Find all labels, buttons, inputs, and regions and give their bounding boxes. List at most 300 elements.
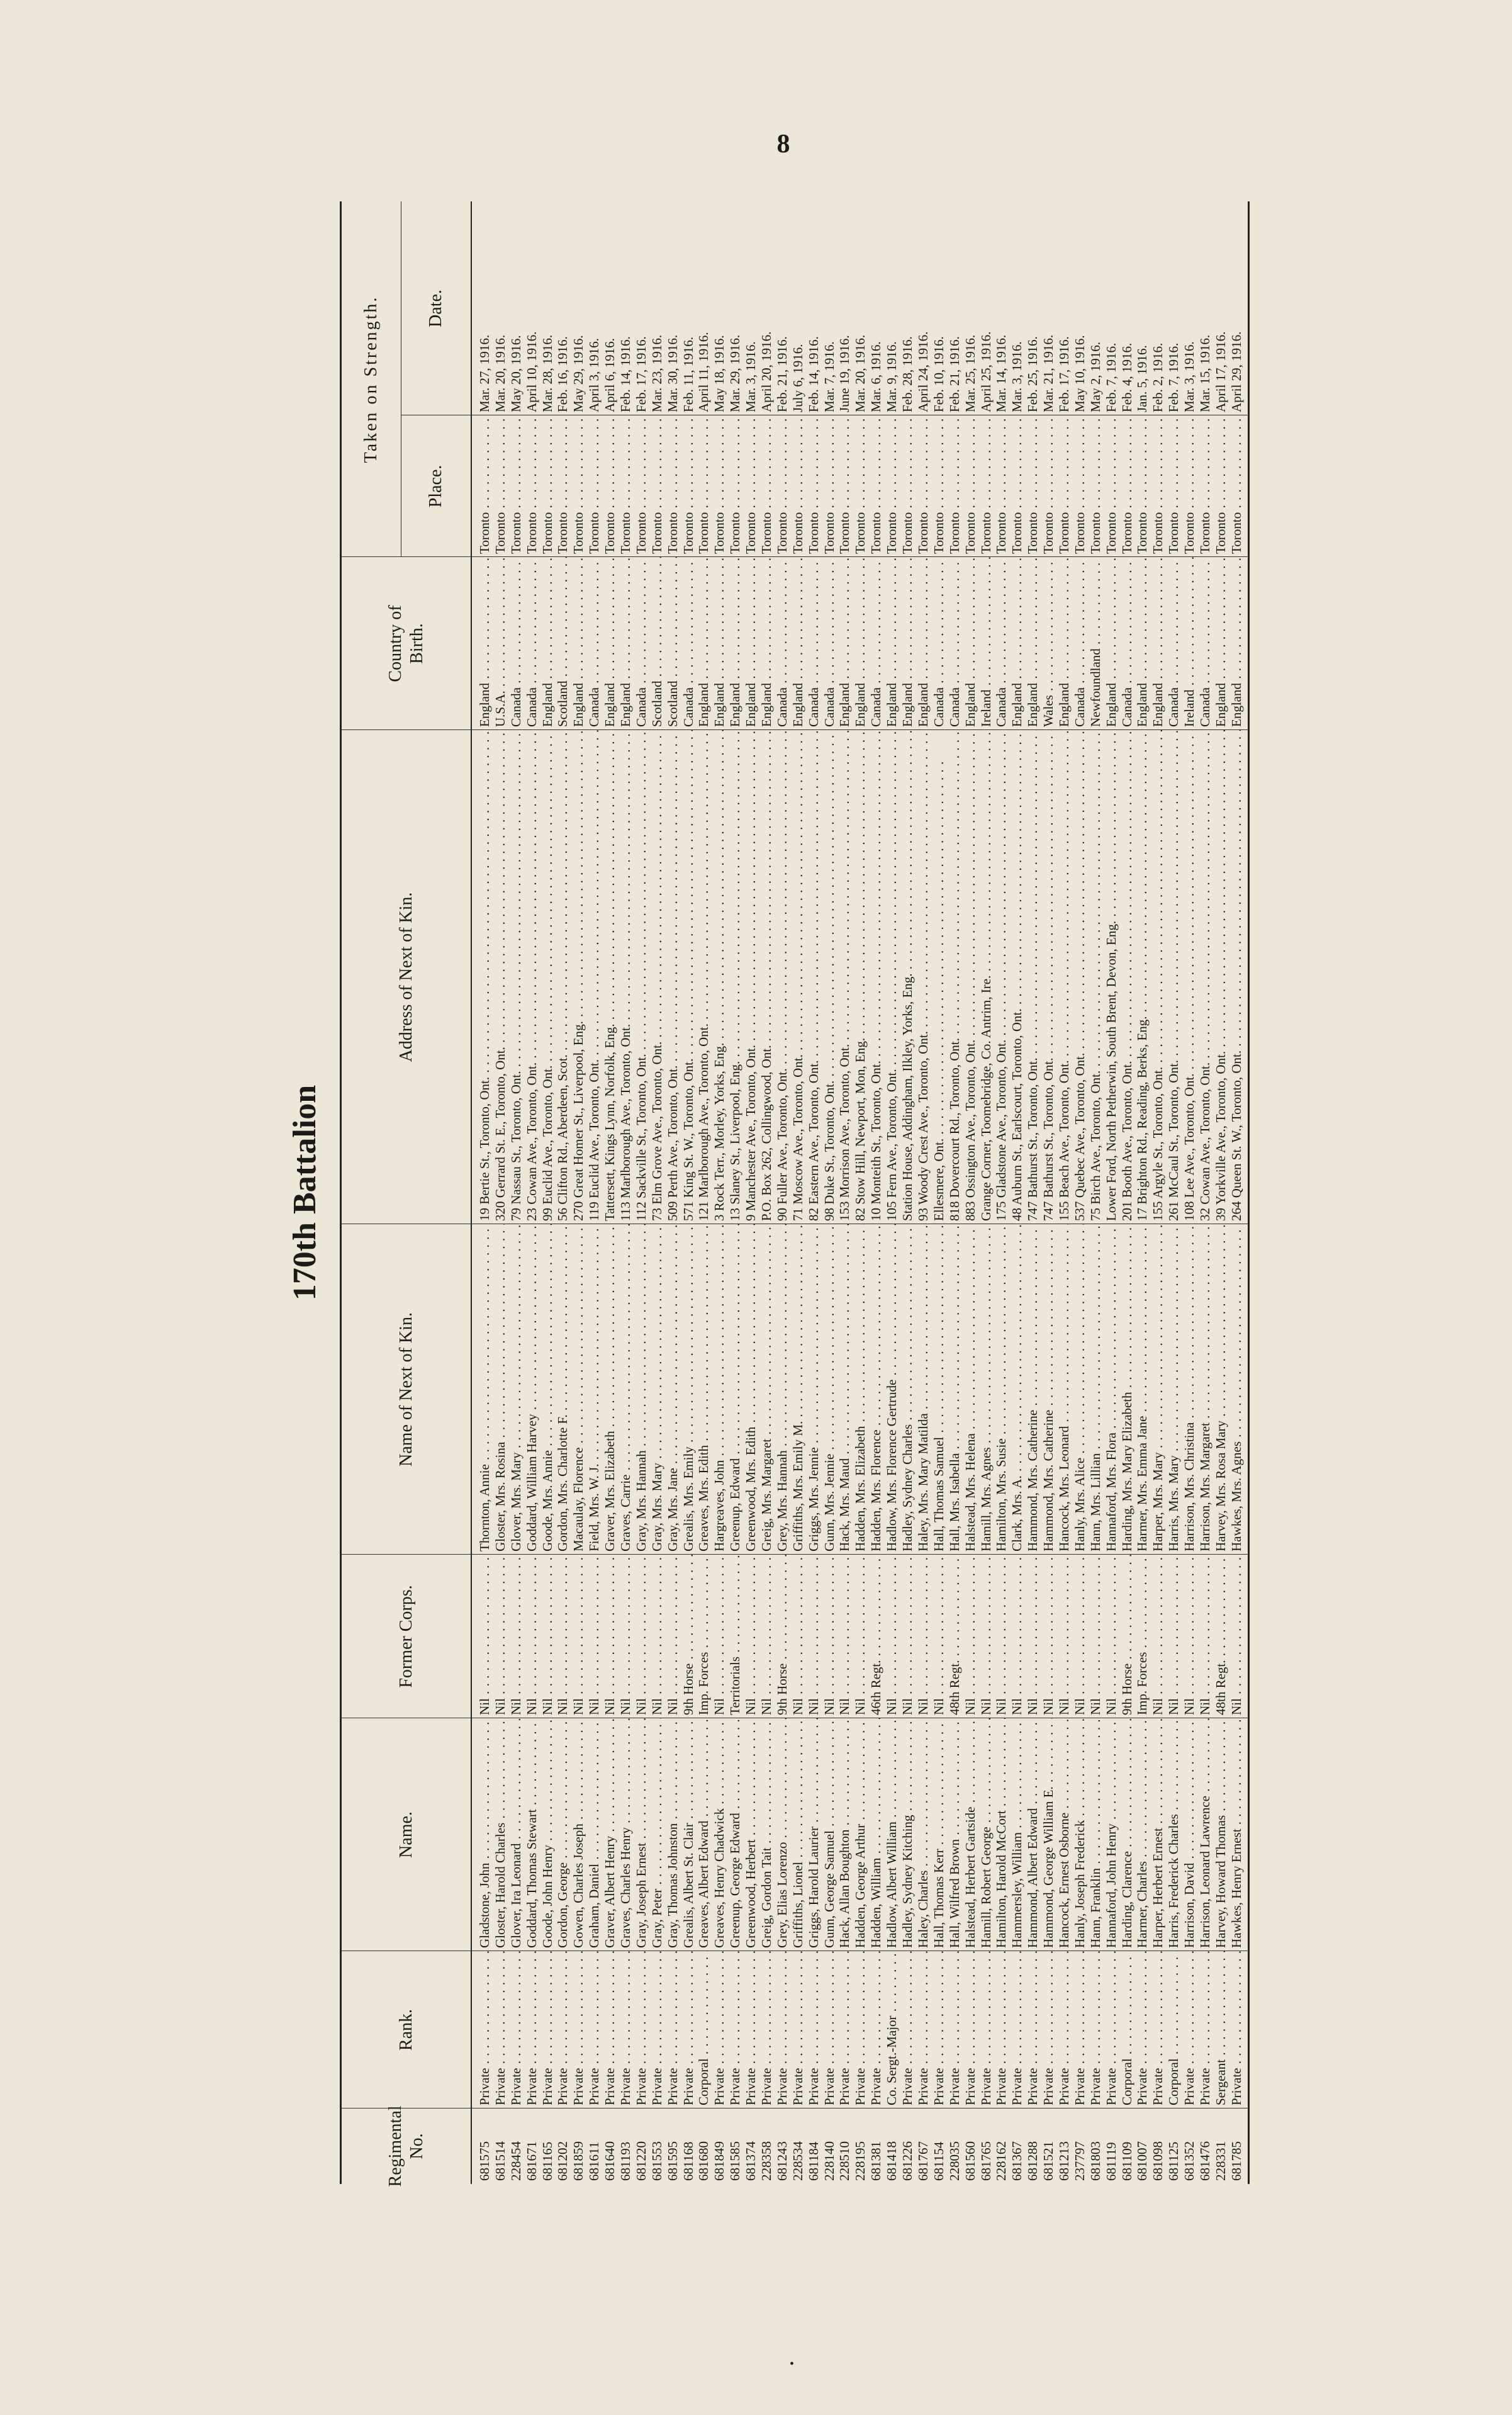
cell-name: Greenup, George Edward . . . (727, 1718, 743, 1951)
cell-next-of-kin: Greig, Mrs. Margaret . . . (759, 1224, 775, 1555)
table-row (681, 201, 697, 2184)
cell-former-corps: Nil . . . (1088, 1555, 1104, 1718)
cell-regimental-no: 681859 (571, 2141, 586, 2181)
cell-country: Scotland . . . (555, 557, 571, 730)
cell-name: Hammond, George William E. . . . (1041, 1718, 1056, 1951)
table-row (1119, 201, 1135, 2184)
cell-name: Gray, Joseph Ernest . . . (634, 1718, 649, 1951)
cell-place: Toronto . . . (790, 415, 806, 557)
cell-rank: Co. Sergt.-Major . . . (884, 1951, 900, 2108)
table-row (1025, 201, 1041, 2184)
cell-regimental-no: 228358 (759, 2141, 775, 2181)
cell-regimental-no: 681202 (555, 2141, 571, 2181)
cell-next-of-kin: Harrison, Mrs. Margaret . . . (1197, 1224, 1213, 1555)
cell-address: 48 Auburn St., Earlscourt, Toronto, Ont. . . . (1009, 730, 1025, 1224)
cell-country: Canada . . . (634, 557, 649, 730)
cell-address: 32 Cowan Ave., Toronto, Ont. . . . (1197, 730, 1213, 1224)
cell-name: Hadlow, Albert William . . . (884, 1718, 900, 1951)
cell-address: 155 Argyle St., Toronto, Ont. . . . (1150, 730, 1166, 1224)
col-place: Place. (426, 464, 446, 508)
cell-next-of-kin: Hancock, Mrs. Leonard . . . (1056, 1224, 1072, 1555)
cell-regimental-no: 681226 (900, 2141, 916, 2181)
cell-former-corps: 9th Horse . . . (1119, 1555, 1135, 1718)
cell-country: Scotland . . . (649, 557, 665, 730)
table-row (649, 201, 665, 2184)
cell-address: 509 Perth Ave., Toronto, Ont. . . . (665, 730, 681, 1224)
cell-former-corps: Nil . . . (837, 1555, 853, 1718)
cell-regimental-no: 681476 (1197, 2141, 1212, 2181)
cell-date: Feb. 16, 1916. (555, 336, 571, 412)
cell-next-of-kin: Gunn, Mrs. Jennie . . . (822, 1224, 837, 1555)
cell-date: Feb. 21, 1916. (946, 336, 962, 412)
cell-regimental-no: 228162 (994, 2141, 1009, 2181)
cell-address: 82 Eastern Ave., Toronto, Ont. . . . (806, 730, 822, 1224)
cell-name: Hammond, Albert Edward . . . (1025, 1718, 1041, 1951)
cell-name: Hannaford, John Henry . . . (1104, 1718, 1119, 1951)
cell-regimental-no: 228035 (946, 2141, 962, 2181)
cell-former-corps: Nil . . . (649, 1555, 665, 1718)
cell-country: Ireland . . . (978, 557, 994, 730)
cell-country: England . . . (790, 557, 806, 730)
cell-name: Greaves, Albert Edward . . . (696, 1718, 712, 1951)
cell-date: June 19, 1916. (837, 335, 853, 412)
cell-rank: Private . . . (947, 1951, 963, 2108)
cell-rank: Private . . . (727, 1951, 743, 2108)
cell-regimental-no: 681765 (978, 2141, 994, 2181)
cell-regimental-no: 681680 (696, 2141, 712, 2181)
cell-rank: Private . . . (681, 1951, 697, 2108)
cell-former-corps: Nil . . . (1182, 1555, 1197, 1718)
table-row (1134, 201, 1150, 2184)
cell-former-corps: Nil . . . (759, 1555, 775, 1718)
cell-address: 270 Great Homer St., Liverpool, Eng. . . . (571, 730, 586, 1224)
cell-place: Toronto . . . (1025, 415, 1041, 557)
cell-name: Graves, Charles Henry . . . (618, 1718, 634, 1951)
cell-place: Toronto . . . (555, 415, 571, 557)
cell-name: Glover, Ira Leonard . . . (508, 1718, 524, 1951)
cell-rank: Private . . . (1182, 1951, 1197, 2108)
cell-rank: Private . . . (712, 1951, 727, 2108)
cell-next-of-kin: Greenwood, Mrs. Edith . . . (743, 1224, 759, 1555)
col-regimental-no: Regimental No. (385, 2105, 427, 2187)
cell-date: Feb. 14, 1916. (805, 336, 821, 412)
cell-next-of-kin: Hadley, Sydney Charles . . . (900, 1224, 916, 1555)
cell-former-corps: Nil . . . (790, 1555, 806, 1718)
cell-name: Harrison, David . . . (1182, 1718, 1197, 1951)
cell-date: Feb. 4, 1916. (1119, 342, 1134, 412)
table-row (1182, 201, 1197, 2184)
cell-name: Harvey, Howard Thomas . . . (1213, 1718, 1229, 1951)
cell-address: 747 Bathurst St., Toronto, Ont. . . . (1041, 730, 1056, 1224)
cell-regimental-no: 237797 (1072, 2141, 1087, 2181)
cell-place: Toronto . . . (1134, 415, 1150, 557)
cell-address: 264 Queen St. W., Toronto, Ont. . . . (1229, 730, 1245, 1224)
cell-name: Gladstone, John . . . (477, 1718, 493, 1951)
cell-regimental-no: 681803 (1087, 2141, 1103, 2181)
cell-former-corps: Imp. Forces . . . (696, 1555, 712, 1718)
cell-date: Mar. 3, 1916. (1009, 341, 1025, 412)
cell-country: England . . . (916, 557, 931, 730)
cell-regimental-no: 681098 (1150, 2141, 1166, 2181)
cell-place: Toronto . . . (947, 415, 963, 557)
cell-former-corps: Nil . . . (1056, 1555, 1072, 1718)
cell-name: Greig, Gordon Tait . . . (759, 1718, 775, 1951)
table-row (540, 201, 556, 2184)
table-row (571, 201, 586, 2184)
cell-regimental-no: 681785 (1228, 2141, 1244, 2181)
cell-rank: Private . . . (1041, 1951, 1056, 2108)
cell-place: Toronto . . . (1213, 415, 1229, 557)
cell-place: Toronto . . . (822, 415, 837, 557)
table-row (712, 201, 727, 2184)
cell-rank: Private . . . (994, 1951, 1009, 2108)
table-row (1041, 201, 1056, 2184)
table-row (1072, 201, 1088, 2184)
cell-name: Gray, Peter . . . (649, 1718, 665, 1951)
cell-rank: Private . . . (916, 1951, 931, 2108)
cell-place: Toronto . . . (634, 415, 649, 557)
cell-date: May 18, 1916. (712, 335, 727, 412)
cell-place: Toronto . . . (837, 415, 853, 557)
cell-country: Canada . . . (868, 557, 884, 730)
cell-regimental-no: 681381 (868, 2141, 884, 2181)
cell-country: England . . . (1213, 557, 1229, 730)
cell-next-of-kin: Griffiths, Mrs. Emily M. . . . (790, 1224, 806, 1555)
table-row (1166, 201, 1182, 2184)
cell-date: April 6, 1916. (602, 338, 618, 412)
cell-country: England . . . (1150, 557, 1166, 730)
cell-regimental-no: 681213 (1056, 2141, 1072, 2181)
table-row (947, 201, 963, 2184)
cell-address: 108 Lee Ave., Toronto, Ont. . . . (1182, 730, 1197, 1224)
cell-rank: Private . . . (571, 1951, 586, 2108)
cell-rank: Private . . . (1009, 1951, 1025, 2108)
cell-next-of-kin: Greaves, Mrs. Edith . . . (696, 1224, 712, 1555)
cell-rank: Private . . . (1150, 1951, 1166, 2108)
cell-name: Hancock, Ernest Osborne . . . (1056, 1718, 1072, 1951)
table-row (1104, 201, 1119, 2184)
table-row (586, 201, 602, 2184)
cell-country: England . . . (837, 557, 853, 730)
cell-rank: Private . . . (586, 1951, 602, 2108)
cell-former-corps: Nil . . . (1072, 1555, 1088, 1718)
cell-date: Feb. 14, 1916. (618, 336, 634, 412)
col-country: Country of Birth. (385, 605, 427, 682)
cell-date: April 24, 1916. (915, 331, 931, 412)
cell-regimental-no: 681168 (680, 2141, 696, 2181)
cell-date: Mar. 30, 1916. (664, 334, 680, 412)
cell-address: 99 Euclid Ave., Toronto, Ont. . . . (540, 730, 556, 1224)
cell-address: 121 Marlborough Ave., Toronto, Ont. . . . (696, 730, 712, 1224)
cell-country: Ireland . . . (1182, 557, 1197, 730)
cell-next-of-kin: Hannaford, Mrs. Flora . . . (1104, 1224, 1119, 1555)
cell-regimental-no: 681521 (1041, 2141, 1056, 2181)
cell-country: Canada . . . (508, 557, 524, 730)
cell-date: April 11, 1916. (696, 332, 712, 412)
cell-rank: Private . . . (665, 1951, 681, 2108)
cell-former-corps: 48th Regt. . . . (947, 1555, 963, 1718)
col-taken-on-strength: Taken on Strength. (342, 201, 401, 557)
cell-former-corps: Nil . . . (602, 1555, 618, 1718)
cell-address: 39 Yorkville Ave., Toronto, Ont. . . . (1213, 730, 1229, 1224)
cell-address: 155 Beach Ave., Toronto, Ont. . . . (1056, 730, 1072, 1224)
cell-regimental-no: 681514 (492, 2141, 508, 2181)
cell-former-corps: Nil . . . (665, 1555, 681, 1718)
cell-former-corps: Nil . . . (1104, 1555, 1119, 1718)
cell-rank: Private . . . (555, 1951, 571, 2108)
cell-name: Gordon, George . . . (555, 1718, 571, 1951)
table-row (806, 201, 822, 2184)
rotated-table-area (280, 201, 1350, 2187)
cell-name: Gray, Thomas Johnston . . . (665, 1718, 681, 1951)
cell-regimental-no: 681553 (649, 2141, 664, 2181)
roll-table (340, 201, 1250, 2187)
cell-name: Gloster, Harold Charles . . . (493, 1718, 508, 1951)
cell-place: Toronto . . . (994, 415, 1009, 557)
cell-rank: Private . . . (1025, 1951, 1041, 2108)
cell-place: Toronto . . . (665, 415, 681, 557)
cell-address: 10 Monteith St., Toronto, Ont. . . . (868, 730, 884, 1224)
cell-country: England . . . (1104, 557, 1119, 730)
cell-date: Mar. 14, 1916. (994, 334, 1009, 412)
cell-regimental-no: 228331 (1212, 2141, 1228, 2181)
cell-place: Toronto . . . (1088, 415, 1104, 557)
cell-former-corps: Nil . . . (618, 1555, 634, 1718)
cell-rank: Private . . . (1104, 1951, 1119, 2108)
cell-country: England . . . (1025, 557, 1041, 730)
cell-next-of-kin: Grey, Mrs. Hannah . . . (775, 1224, 790, 1555)
cell-date: Mar. 25, 1916. (962, 334, 978, 412)
table-row (1009, 201, 1025, 2184)
cell-former-corps: 48th Regt. . . . (1213, 1555, 1229, 1718)
cell-name: Haley, Charles . . . (916, 1718, 931, 1951)
cell-country: England . . . (759, 557, 775, 730)
table-row (743, 201, 759, 2184)
cell-next-of-kin: Halstead, Mrs. Helena . . . (963, 1224, 978, 1555)
cell-next-of-kin: Gray, Mrs. Jane . . . (665, 1224, 681, 1555)
cell-regimental-no: 681165 (539, 2141, 555, 2181)
cell-place: Toronto . . . (806, 415, 822, 557)
cell-rank: Private . . . (602, 1951, 618, 2108)
cell-name: Graver, Albert Henry . . . (602, 1718, 618, 1951)
cell-name: Griggs, Harold Laurier . . . (806, 1718, 822, 1951)
cell-place: Toronto . . . (712, 415, 727, 557)
cell-date: Mar. 3, 1916. (1182, 341, 1197, 412)
cell-country: England . . . (963, 557, 978, 730)
cell-rank: Private . . . (900, 1951, 916, 2108)
cell-date: Feb. 21, 1916. (774, 336, 790, 412)
table-row (853, 201, 868, 2184)
table-row (493, 201, 508, 2184)
cell-country: Wales . . . (1041, 557, 1056, 730)
cell-country: Canada . . . (931, 557, 947, 730)
table-row (727, 201, 743, 2184)
cell-next-of-kin: Goddard, William Harvey . . . (524, 1224, 540, 1555)
cell-address: 13 Slaney St., Liverpool, Eng. . . . (727, 730, 743, 1224)
cell-former-corps: Nil . . . (900, 1555, 916, 1718)
cell-former-corps: Nil . . . (743, 1555, 759, 1718)
cell-name: Hadden, George Arthur . . . (853, 1718, 868, 1951)
cell-next-of-kin: Field, Mrs. W. J. . . . (586, 1224, 602, 1555)
cell-regimental-no: 681575 (477, 2141, 492, 2181)
cell-former-corps: Nil . . . (1041, 1555, 1056, 1718)
cell-next-of-kin: Harvey, Mrs. Rosa Mary . . . (1213, 1224, 1229, 1555)
cell-rank: Private . . . (978, 1951, 994, 2108)
cell-address: 105 Fern Ave., Toronto, Ont. . . . (884, 730, 900, 1224)
cell-address: 98 Duke St., Toronto, Ont. . . . (822, 730, 837, 1224)
cell-place: Toronto . . . (477, 415, 493, 557)
cell-former-corps: Nil . . . (1009, 1555, 1025, 1718)
cell-country: England . . . (900, 557, 916, 730)
cell-place: Toronto . . . (571, 415, 586, 557)
table-row (822, 201, 837, 2184)
table-row (963, 201, 978, 2184)
cell-date: April 25, 1916. (978, 331, 994, 412)
cell-rank: Private . . . (806, 1951, 822, 2108)
cell-rank: Private . . . (508, 1951, 524, 2108)
cell-date: Feb. 25, 1916. (1025, 336, 1041, 412)
cell-regimental-no: 681767 (915, 2141, 931, 2181)
cell-address: 747 Bathurst St., Toronto, Ont. . . . (1025, 730, 1041, 1224)
cell-regimental-no: 681640 (602, 2141, 618, 2181)
cell-address: 119 Euclid Ave., Toronto, Ont. . . . (586, 730, 602, 1224)
cell-rank: Sergeant . . . (1213, 1951, 1229, 2108)
cell-date: April 20, 1916. (759, 331, 775, 412)
cell-next-of-kin: Hall, Thomas Samuel . . . (931, 1224, 947, 1555)
table-row (1197, 201, 1213, 2184)
cell-regimental-no: 681154 (931, 2141, 946, 2181)
cell-rank: Private . . . (853, 1951, 868, 2108)
table-row (759, 201, 775, 2184)
cell-date: Mar. 15, 1916. (1197, 334, 1212, 412)
cell-country: Canada . . . (1119, 557, 1135, 730)
cell-date: Mar. 29, 1916. (727, 334, 743, 412)
cell-date: Mar. 27, 1916. (477, 334, 492, 412)
cell-former-corps: 9th Horse . . . (775, 1555, 790, 1718)
cell-date: Feb. 2, 1916. (1150, 342, 1166, 412)
cell-date: Mar. 23, 1916. (649, 334, 664, 412)
table-row (884, 201, 900, 2184)
cell-name: Hack, Allan Boughton . . . (837, 1718, 853, 1951)
cell-former-corps: Imp. Forces . . . (1134, 1555, 1150, 1718)
cell-address: 93 Woody Crest Ave., Toronto, Ont. . . . (916, 730, 931, 1224)
cell-former-corps: Nil . . . (822, 1555, 837, 1718)
cell-address: 818 Dovercourt Rd., Toronto, Ont. . . . (947, 730, 963, 1224)
battalion-heading: 170th Battalion (287, 1084, 323, 1301)
cell-country: Canada . . . (681, 557, 697, 730)
cell-place: Toronto . . . (931, 415, 947, 557)
page-number: 8 (776, 130, 790, 159)
table-row (665, 201, 681, 2184)
cell-place: Toronto . . . (727, 415, 743, 557)
cell-name: Harmer, Charles . . . (1134, 1718, 1150, 1951)
cell-former-corps: Nil . . . (508, 1555, 524, 1718)
cell-former-corps: Nil . . . (806, 1555, 822, 1718)
cell-address: 320 Gerrard St. E., Toronto, Ont. . . . (493, 730, 508, 1224)
table-row (555, 201, 571, 2184)
table-row (1213, 201, 1229, 2184)
cell-former-corps: Territorials . . . (727, 1555, 743, 1718)
cell-place: Toronto . . . (618, 415, 634, 557)
col-former-corps: Former Corps. (396, 1585, 416, 1688)
cell-next-of-kin: Hammond, Mrs. Catherine . . . (1041, 1224, 1056, 1555)
cell-place: Toronto . . . (1072, 415, 1088, 557)
table-row (1229, 201, 1245, 2184)
cell-place: Toronto . . . (524, 415, 540, 557)
cell-name: Hanly, Joseph Frederick . . . (1072, 1718, 1088, 1951)
cell-country: England . . . (1229, 557, 1245, 730)
cell-regimental-no: 681418 (884, 2141, 900, 2181)
cell-name: Greenwood, Herbert . . . (743, 1718, 759, 1951)
cell-next-of-kin: Graves, Carrie . . . (618, 1224, 634, 1555)
cell-place: Toronto . . . (1182, 415, 1197, 557)
cell-regimental-no: 681585 (727, 2141, 743, 2181)
cell-regimental-no: 681109 (1119, 2141, 1134, 2181)
cell-next-of-kin: Gloster, Mrs. Rosina . . . (493, 1224, 508, 1555)
cell-place: Toronto . . . (868, 415, 884, 557)
cell-rank: Corporal . . . (1166, 1951, 1182, 2108)
cell-next-of-kin: Hamill, Mrs. Agnes . . . (978, 1224, 994, 1555)
cell-date: May 20, 1916. (508, 335, 524, 412)
cell-next-of-kin: Hanly, Mrs. Alice . . . (1072, 1224, 1088, 1555)
cell-country: Canada . . . (524, 557, 540, 730)
cell-country: England . . . (727, 557, 743, 730)
cell-place: Toronto . . . (743, 415, 759, 557)
cell-name: Harding, Clarence . . . (1119, 1718, 1135, 1951)
cell-former-corps: Nil . . . (994, 1555, 1009, 1718)
cell-next-of-kin: Griggs, Mrs. Jennie . . . (806, 1224, 822, 1555)
cell-place: Toronto . . . (540, 415, 556, 557)
cell-place: Toronto . . . (759, 415, 775, 557)
cell-rank: Private . . . (822, 1951, 837, 2108)
cell-rank: Corporal . . . (1119, 1951, 1135, 2108)
cell-regimental-no: 681671 (524, 2141, 539, 2181)
cell-country: Canada . . . (1072, 557, 1088, 730)
cell-place: Toronto . . . (1150, 415, 1166, 557)
cell-rank: Private . . . (634, 1951, 649, 2108)
cell-next-of-kin: Haley, Mrs. Mary Matilda . . . (916, 1224, 931, 1555)
cell-regimental-no: 228140 (821, 2141, 837, 2181)
cell-next-of-kin: Hawkes, Mrs. Agnes . . . (1229, 1224, 1245, 1555)
cell-name: Harper, Herbert Ernest . . . (1150, 1718, 1166, 1951)
cell-rank: Private . . . (1072, 1951, 1088, 2108)
cell-country: England . . . (1009, 557, 1025, 730)
cell-date: April 10, 1916. (524, 331, 539, 412)
cell-country: Scotland . . . (665, 557, 681, 730)
cell-place: Toronto . . . (1197, 415, 1213, 557)
cell-country: Canada . . . (1166, 557, 1182, 730)
cell-name: Halstead, Herbert Gartside . . . (963, 1718, 978, 1951)
cell-regimental-no: 681374 (743, 2141, 759, 2181)
cell-former-corps: Nil . . . (555, 1555, 571, 1718)
cell-place: Toronto . . . (508, 415, 524, 557)
cell-name: Hamilton, Harold McCort . . . (994, 1718, 1009, 1951)
cell-rank: Private . . . (524, 1951, 540, 2108)
cell-country: Canada . . . (947, 557, 963, 730)
cell-address: Grange Corner, Toomebridge, Co. Antrim, Ire. . . . (978, 730, 994, 1224)
cell-place: Toronto . . . (1119, 415, 1135, 557)
cell-address: 3 Rock Terr., Morley, Yorks, Eng. . . . (712, 730, 727, 1224)
cell-name: Hadden, William . . . (868, 1718, 884, 1951)
col-next-of-kin: Name of Next of Kin. (396, 1312, 416, 1466)
cell-name: Graham, Daniel . . . (586, 1718, 602, 1951)
cell-regimental-no: 681007 (1134, 2141, 1150, 2181)
cell-name: Hammersley, William . . . (1009, 1718, 1025, 1951)
cell-rank: Private . . . (837, 1951, 853, 2108)
cell-next-of-kin: Grealis, Mrs. Emily . . . (681, 1224, 697, 1555)
cell-date: April 29, 1916. (1228, 331, 1244, 412)
cell-country: England . . . (696, 557, 712, 730)
